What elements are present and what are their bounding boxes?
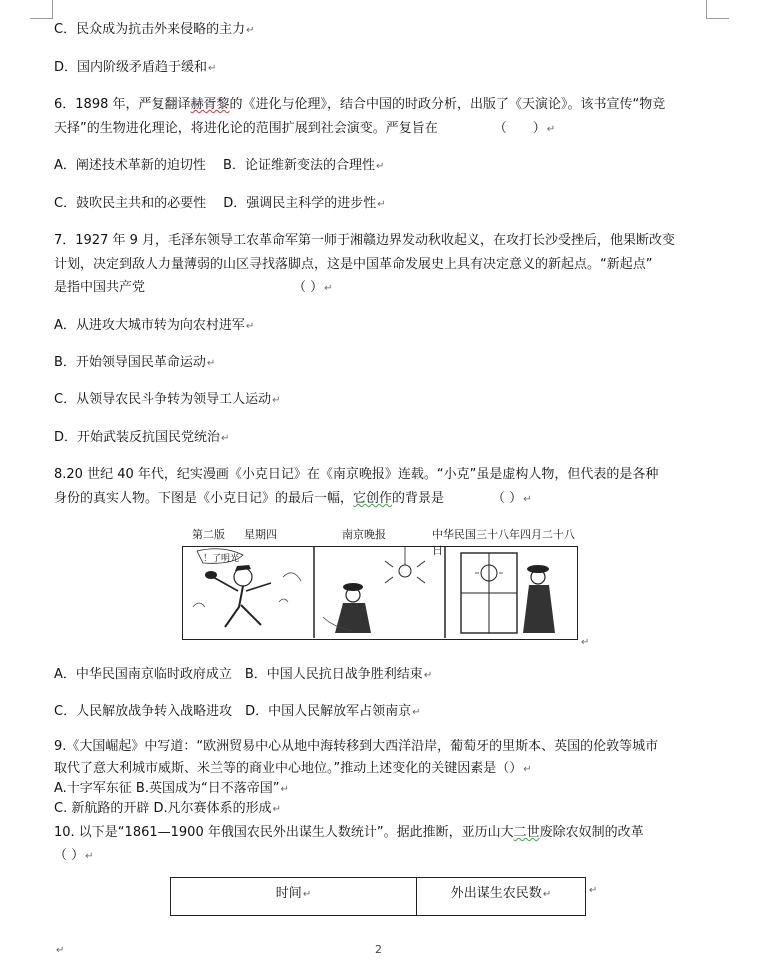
comic-strip-image [182,546,578,640]
comic-speech-bubble: ！了明光 [203,554,240,564]
q10-stem-line1: 10. 以下是“1861—1900 年俄国农民外出谋生人数统计”。据此推断，亚历山大二世废除农奴制的改革 [54,825,644,840]
q7-option-d: D．开始武装反抗国民党统治↵ [54,430,230,445]
q7-option-c: C．从领导农民斗争转为领导工人运动↵ [54,392,281,407]
q9-options-cd: C. 新航路的开辟 D.凡尔赛体系的形成↵ [54,801,282,816]
q8-options-ab: A．中华民国南京临时政府成立 B．中国人民抗日战争胜利结束↵ [54,667,433,682]
comic-newspaper-header: 第二版 星期四 南京晚报 中华民国三十八年四月二十八日 [192,528,575,557]
q9-stem-line2: 取代了意大利城市威斯、米兰等的商业中心地位。”推动上述变化的关键因素是（）↵ [54,761,532,776]
footer-para-mark: ↵ [56,945,65,956]
page-number: 2 [375,943,382,956]
q6-stem-line2: 天择”的生物进化理论，将进化论的范围扩展到社会演变。严复旨在 （ ）↵ [54,121,556,136]
q5-option-c: C．民众成为抗击外来侵略的主力↵ [54,22,255,37]
q6-stem-line1: 6．1898 年，严复翻译赫胥黎的《进化与伦理》，结合中国的时政分析，出版了《天演论》。该书宣传“物竞 [54,97,666,112]
q8-stem-line1: 8.20 世纪 40 年代，纪实漫画《小克日记》在《南京晚报》连载。“小克”虽是虚构人物，但代表的是各种 [54,467,659,482]
q9-stem-line1: 9.《大国崛起》中写道：“欧洲贸易中心从地中海转移到大西洋沿岸，葡萄牙的里斯本、英国的伦敦等城市 [54,739,659,754]
q5-option-d: D．国内阶级矛盾趋于缓和↵ [54,60,217,75]
q7-option-b: B．开始领导国民革命运动↵ [54,355,216,370]
q7-stem-line1: 7．1927 年 9 月，毛泽东领导工农革命军第一师于湘赣边界发动秋收起义，在攻打长沙受挫后，他果断改变 [54,233,676,248]
q7-stem-line3: 是指中国共产党 （ ）↵ [54,280,333,295]
table-header-peasants: 外出谋生农民数↵ [450,886,552,901]
q8-stem-line2: 身份的真实人物。下图是《小克日记》的最后一幅，它创作的背景是 （ ）↵ [54,491,532,506]
crop-mark-right [706,0,729,19]
q10-stem-line2: （ ）↵ [54,848,94,863]
q7-stem-line2: 计划，决定到敌人力量薄弱的山区寻找落脚点，这是中国革命发展史上具有决定意义的新起点。“新起点” [54,257,653,272]
comic-para-mark: ↵ [581,637,590,648]
q6-options-cd: C．鼓吹民主共和的必要性 D．强调民主科学的进步性↵ [54,196,386,211]
q6-options-ab: A．阐述技术革新的迫切性 B．论证维新变法的合理性↵ [54,158,385,173]
q7-option-a: A．从进攻大城市转为向农村进军↵ [54,318,255,333]
q9-options-ab: A.十字军东征 B.英国成为“日不落帝国”↵ [54,781,289,796]
table-header-time: 时间↵ [171,878,417,915]
table-row-mark: ↵ [589,885,598,896]
q8-options-cd: C．人民解放战争转入战略进攻 D．中国人民解放军占领南京↵ [54,704,421,719]
crop-mark-left [30,0,53,19]
q10-statistics-table [170,877,586,916]
